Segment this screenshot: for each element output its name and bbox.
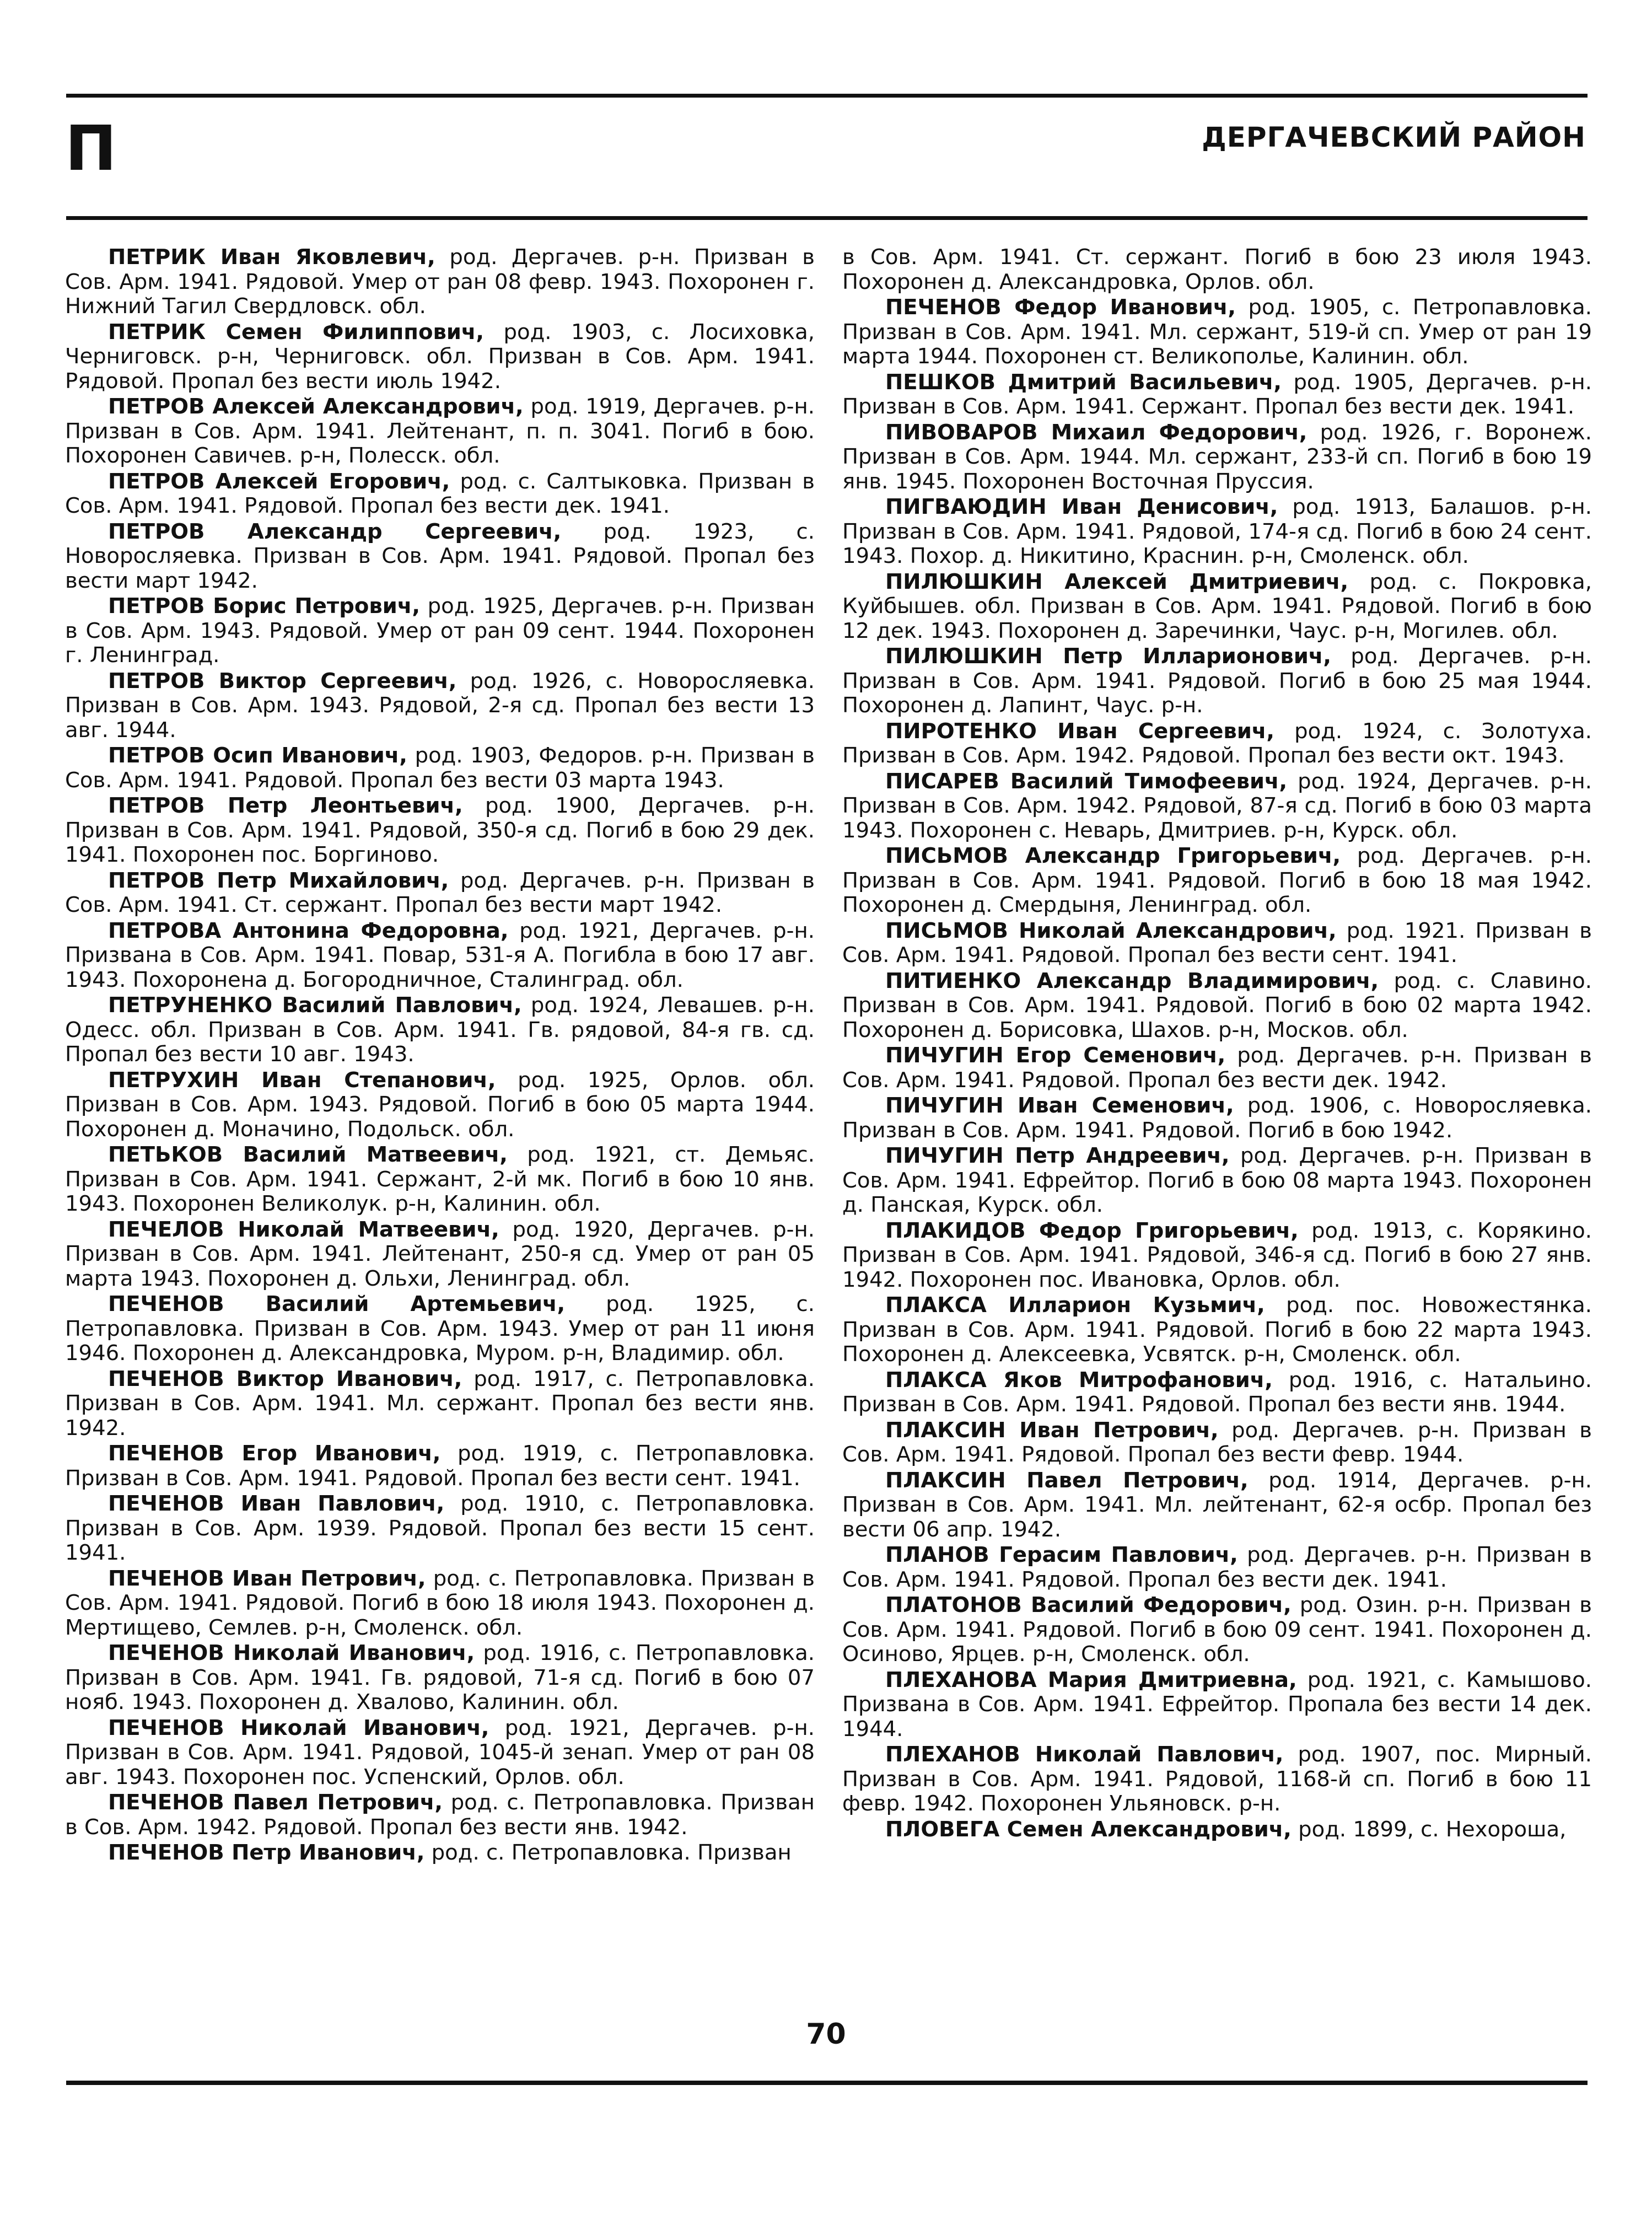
entry-name: ПЕЧЕНОВ Николай Иванович, [108,1641,475,1665]
entry-text: род. 1914, Дергачев. р-н. Призван в Сов. Арм. 1941. Мл. лейтенант, 62-я осбр. Пропал без вести 06 апр. 1942. [842,1468,1592,1542]
page-number: 70 [806,2018,846,2051]
entry-text: род. 1913, с. Корякино. Призван в Сов. Арм. 1941. Рядовой, 346-я сд. Погиб в бою 27 янв. 1942. Похоронен пос. Ивановка, Орлов. обл. [842,1218,1592,1292]
bottom-rule [66,2081,1588,2085]
entry [65,594,815,668]
entry-name: ПЕЧЕЛОВ Николай Матвеевич, [108,1217,499,1242]
entry-text: род. 1920, Дергачев. р-н. Призван в Сов. Арм. 1941. Лейтенант, 250-я сд. Умер от ран 05 марта 1943. Похоронен д. Ольхи, Ленинград. обл. [65,1217,815,1291]
entry-text: род. 1903, с. Лосиховка, Черниговск. р-н, Черниговск. обл. Призван в Сов. Арм. 1941. Рядовой. Пропал без вести июль 1942. [65,319,815,394]
entry-text: род. Дергачев. р-н. Призван в Сов. Арм. 1941. Рядовой. Пропал без вести дек. 1941. [842,1543,1592,1592]
entry [842,644,1592,718]
entry-text: род. пос. Новожестянка. Призван в Сов. Арм. 1941. Рядовой. Погиб в бою 22 марта 1943. Похоронен д. Алексеевка, Усвятск. р-н, Смоленск. обл. [842,1293,1592,1367]
entry-text: род. 1921, с. Камышово. Призвана в Сов. Арм. 1941. Ефрейтор. Пропала без вести 14 дек. 1944. [842,1667,1592,1742]
entry-name: ПИСЬМОВ Александр Григорьевич, [885,843,1341,868]
top-rule [66,94,1588,98]
entry [842,370,1592,420]
entry-name: ПЕТРУНЕНКО Василий Павлович, [108,993,522,1018]
entry [842,1743,1592,1817]
entry [65,1641,815,1715]
entry-name: ПИТИЕНКО Александр Владимирович, [885,968,1379,993]
entry-name: ПЕЧЕНОВ Павел Петрович, [108,1790,443,1815]
entry-text: род. Дергачев. р-н. Призван в Сов. Арм. 1941. Рядовой. Погиб в бою 18 мая 1942. Похоронен д. Смердыня, Ленинград. обл. [842,843,1592,917]
entry [842,1368,1592,1417]
entry-name: ПЛОВЕГА Семен Александрович, [885,1817,1292,1842]
entry [65,1716,815,1790]
entry-text: род. 1903, Федоров. р-н. Призван в Сов. Арм. 1941. Рядовой. Пропал без вести 03 марта 1943. [65,743,815,793]
entry-text: род. 1921, Дергачев. р-н. Призвана в Сов. Арм. 1941. Повар, 531-я А. Погибла в бою 17 авг. 1943. Похоронена д. Богородничное, Сталинград. обл. [65,918,815,992]
entry [842,1668,1592,1742]
entry-text: род. Дергачев. р-н. Призван в Сов. Арм. 1941. Ст. сержант. Пропал без вести март 1942. [65,868,815,917]
entry-text: род. 1910, с. Петропавловка. Призван в Сов. Арм. 1939. Рядовой. Пропал без вести 15 сент. 1941. [65,1491,815,1565]
entry [65,1068,815,1142]
entry-text: род. 1921, Дергачев. р-н. Призван в Сов. Арм. 1941. Рядовой, 1045-й зенап. Умер от ран 08 авг. 1943. Похоронен пос. Успенский, Орлов. обл. [65,1715,815,1790]
entry-text: род. 1926, г. Воронеж. Призван в Сов. Арм. 1944. Мл. сержант, 233-й сп. Погиб в бою 19 янв. 1945. Похоронен Восточная Пруссия. [842,420,1592,494]
entry [842,1418,1592,1468]
entry-text: род. Дергачев. р-н. Призван в Сов. Арм. 1941. Рядовой. Пропал без вести февр. 1944. [842,1417,1592,1467]
entry-name: ПИЧУГИН Иван Семенович, [885,1093,1234,1118]
entry-name: ПЕЧЕНОВ Петр Иванович, [108,1840,425,1865]
entry-text: род. Дергачев. р-н. Призван в Сов. Арм. 1941. Ефрейтор. Погиб в бою 08 марта 1943. Похоронен д. Панская, Курск. обл. [842,1143,1592,1217]
entry-name: ПЛАКСИН Павел Петрович, [885,1468,1249,1493]
entry-name: ПЛАКСА Яков Митрофанович, [885,1367,1273,1393]
entry-text: в Сов. Арм. 1941. Ст. сержант. Погиб в бою 23 июля 1943. Похоронен д. Александровка, Орлов. обл. [842,245,1592,294]
entry-text: род. Дергачев. р-н. Призван в Сов. Арм. 1941. Рядовой. Умер от ран 08 февр. 1943. Похоронен г. Нижний Тагил Свердловск. обл. [65,245,815,319]
entry-name: ПИРОТЕНКО Иван Сергеевич, [885,718,1275,744]
entry-text: род. 1924, с. Золотуха. Призван в Сов. Арм. 1942. Рядовой. Пропал без вести окт. 1943. [842,718,1592,768]
entry [842,919,1592,968]
entry [842,295,1592,369]
entry-name: ПИЧУГИН Петр Андреевич, [885,1143,1230,1168]
entry-text: род. 1916, с. Петропавловка. Призван в Сов. Арм. 1941. Гв. рядовой, 71-я сд. Погиб в бою 07 нояб. 1943. Похоронен д. Хвалово, Калинин. обл. [65,1641,815,1715]
entry-text: род. 1924, Дергачев. р-н. Призван в Сов. Арм. 1942. Рядовой, 87-я сд. Погиб в бою 03 марта 1943. Похоронен с. Неварь, Дмитриев. р-н, Курск. обл. [842,769,1592,843]
entry [842,1094,1592,1143]
entry-name: ПЕЧЕНОВ Иван Петрович, [108,1566,426,1591]
entry-text: род. с. Петропавловка. Призван в Сов. Арм. 1942. Рядовой. Пропал без вести янв. 1942. [65,1790,815,1840]
entry [65,744,815,793]
entry-name: ПЕТРОВ Борис Петрович, [108,594,420,619]
entry-text: род. 1923, с. Новоросляевка. Призван в Сов. Арм. 1941. Рядовой. Пропал без вести март 1942. [65,519,815,593]
entry [842,421,1592,495]
entry-name: ПЛАТОНОВ Василий Федорович, [885,1593,1292,1618]
entry-name: ПЕТРОВ Алексей Егорович, [108,469,450,494]
entry [65,245,815,319]
entry-name: ПЛАКСА Илларион Кузьмич, [885,1293,1265,1318]
entry-text: род. с. Покровка, Куйбышев. обл. Призван в Сов. Арм. 1941. Рядовой. Погиб в бою 12 дек. 1943. Похоронен д. Заречинки, Чаус. р-н, Могилев. обл. [842,569,1592,643]
entry [65,869,815,918]
entry-name: ПИЛЮШКИН Алексей Дмитриевич, [885,569,1349,594]
entry-name: ПЕТРОВ Петр Леонтьевич, [108,793,463,818]
entry-text: род. 1919, с. Петропавловка. Призван в Сов. Арм. 1941. Рядовой. Пропал без вести сент. 1941. [65,1441,815,1491]
entry [65,993,815,1067]
entry-text: род. с. Петропавловка. Призван [424,1840,792,1865]
entry-text: род. 1899, с. Нехороша, [1291,1817,1567,1842]
entry [842,1219,1592,1293]
entry-text: род. с. Салтыковка. Призван в Сов. Арм. 1941. Рядовой. Пропал без вести дек. 1941. [65,469,815,518]
left-column [65,245,815,1867]
entry-name: ПЕШКОВ Дмитрий Васильевич, [885,369,1282,395]
entry-text: род. 1906, с. Новоросляевка. Призван в Сов. Арм. 1941. Рядовой. Погиб в бою 1942. [842,1093,1592,1143]
header-rule [66,216,1588,220]
entry [842,1543,1592,1592]
entry [65,1218,815,1292]
entry-text: род. 1913, Балашов. р-н. Призван в Сов. Арм. 1941. Рядовой, 174-я сд. Погиб в бою 24 сент. 1943. Похор. д. Никитино, Краснин. р-н, Смоленск. обл. [842,495,1592,568]
entry-name: ПЛАНОВ Герасим Павлович, [885,1543,1238,1567]
entry [842,719,1592,769]
entry [65,1292,815,1366]
entry-text: род. Дергачев. р-н. Призван в Сов. Арм. 1941. Рядовой. Погиб в бою 25 мая 1944. Похоронен д. Лапинт, Чаус. р-н. [842,644,1592,718]
entry-text: род. 1917, с. Петропавловка. Призван в Сов. Арм. 1941. Мл. сержант. Пропал без вести янв. 1942. [65,1366,815,1441]
entry-name: ПЕТРИК Семен Филиппович, [108,319,485,345]
entry-name: ПИЧУГИН Егор Семенович, [885,1043,1226,1068]
entry [842,245,1592,294]
entry-name: ПЕТРОВ Осип Иванович, [108,743,407,768]
entry [65,1791,815,1840]
entry [65,470,815,519]
entry-name: ПИСЬМОВ Николай Александрович, [885,918,1337,943]
entry-name: ПЕТРИК Иван Яковлевич, [108,245,435,270]
entry [842,495,1592,569]
entry [65,919,815,993]
right-column [842,245,1592,1843]
entry-text: род. 1900, Дергачев. р-н. Призван в Сов. Арм. 1941. Рядовой, 350-я сд. Погиб в бою 29 дек. 1941. Похоронен пос. Боргиново. [65,793,815,867]
entry-name: ПЛЕХАНОВ Николай Павлович, [885,1742,1284,1767]
entry-name: ПЕТРОВ Алексей Александрович, [108,394,524,419]
entry-name: ПЛЕХАНОВА Мария Дмитриевна, [885,1667,1297,1692]
entry [65,520,815,594]
entry-text: род. 1925, с. Петропавловка. Призван в Сов. Арм. 1943. Умер от ран 11 июня 1946. Похоронен д. Александровка, Муром. р-н, Владимир. обл. [65,1292,815,1366]
entry-name: ПЛАКИДОВ Федор Григорьевич, [885,1218,1299,1243]
entry-name: ПЕЧЕНОВ Егор Иванович, [108,1441,441,1466]
entry [65,1841,815,1866]
entry-name: ПЕЧЕНОВ Николай Иванович, [108,1715,489,1740]
entry-name: ПИЛЮШКИН Петр Илларионович, [885,644,1331,669]
entry-name: ПЕТРОВ Виктор Сергеевич, [108,668,457,694]
entry-text: род. 1924, Левашев. р-н. Одесс. обл. Призван в Сов. Арм. 1941. Гв. рядовой, 84-я гв. сд. Пропал без вести 10 авг. 1943. [65,993,815,1067]
entry [65,1367,815,1441]
entry-text: род. 1921. Призван в Сов. Арм. 1941. Рядовой. Пропал без вести сент. 1941. [842,918,1592,968]
entry [65,395,815,469]
entry-text: род. 1921, ст. Демьяс. Призван в Сов. Арм. 1941. Сержант, 2-й мк. Погиб в бою 10 янв. 1943. Похоронен Великолук. р-н, Калинин. обл. [65,1142,815,1216]
district-title: ДЕРГАЧЕВСКИЙ РАЙОН [1202,121,1586,153]
entry-name: ПЕТРОВ Александр Сергеевич, [108,519,562,544]
entry [842,770,1592,843]
entry-name: ПЕТЬКОВ Василий Матвеевич, [108,1142,508,1167]
entry-name: ПИСАРЕВ Василий Тимофеевич, [885,769,1288,794]
entry [65,320,815,394]
entry-text: род. 1905, с. Петропавловка. Призван в Сов. Арм. 1941. Мл. сержант, 519-й сп. Умер от ран 19 марта 1944. Похоронен ст. Великополье, Калинин. обл. [842,295,1592,369]
entry-text: род. 1925, Дергачев. р-н. Призван в Сов. Арм. 1943. Рядовой. Умер от ран 09 сент. 1944. Похоронен г. Ленинград. [65,594,815,668]
entry-text: род. Дергачев. р-н. Призван в Сов. Арм. 1941. Рядовой. Пропал без вести дек. 1942. [842,1043,1592,1093]
entry-text: род. 1907, пос. Мирный. Призван в Сов. Арм. 1941. Рядовой, 1168-й сп. Погиб в бою 11 февр. 1942. Похоронен Ульяновск. р-н. [842,1742,1592,1816]
entry [842,1469,1592,1543]
entry-text: род. Озин. р-н. Призван в Сов. Арм. 1941. Рядовой. Погиб в бою 09 сент. 1941. Похоронен д. Осиново, Ярцев. р-н, Смоленск. обл. [842,1593,1592,1667]
entry [842,969,1592,1043]
entry-name: ПЕЧЕНОВ Виктор Иванович, [108,1366,462,1391]
entry-name: ПЕЧЕНОВ Василий Артемьевич, [108,1292,566,1316]
section-letter: П [65,113,117,185]
entry [842,1044,1592,1093]
entry-name: ПЛАКСИН Иван Петрович, [885,1417,1219,1443]
entry [842,1818,1592,1842]
entry [65,1442,815,1491]
entry [842,1593,1592,1667]
entry [65,1492,815,1566]
entry [842,1144,1592,1218]
entry [842,844,1592,918]
entry [65,669,815,743]
entry-text: род. 1925, Орлов. обл. Призван в Сов. Арм. 1943. Рядовой. Погиб в бою 05 марта 1944. Похоронен д. Моначино, Подольск. обл. [65,1067,815,1142]
entry [65,1143,815,1217]
entry-text: род. 1905, Дергачев. р-н. Призван в Сов. Арм. 1941. Сержант. Пропал без вести дек. 1941. [842,369,1592,419]
entry-text: род. с. Петропавловка. Призван в Сов. Арм. 1941. Рядовой. Погиб в бою 18 июля 1943. Похоронен д. Мертищево, Семлев. р-н, Смоленск. обл. [65,1566,815,1640]
entry [842,570,1592,644]
entry [842,1293,1592,1367]
entry-name: ПЕТРОВ Петр Михайлович, [108,868,449,893]
entry-name: ПЕЧЕНОВ Федор Иванович, [885,295,1236,320]
entry-text: род. с. Славино. Призван в Сов. Арм. 1941. Рядовой. Погиб в бою 02 марта 1942. Похоронен д. Борисовка, Шахов. р-н, Москов. обл. [842,968,1592,1043]
entry-text: род. 1916, с. Натальино. Призван в Сов. Арм. 1941. Рядовой. Пропал без вести янв. 1944. [842,1367,1592,1417]
entry-name: ПИВОВАРОВ Михаил Федорович, [885,420,1307,445]
entry-name: ПЕТРОВА Антонина Федоровна, [108,918,509,943]
entry-text: род. 1926, с. Новоросляевка. Призван в Сов. Арм. 1943. Рядовой, 2-я сд. Пропал без вести 13 авг. 1944. [65,668,815,743]
entry [65,794,815,868]
entry-name: ПЕТРУХИН Иван Степанович, [108,1067,496,1093]
entry-text: род. 1919, Дергачев. р-н. Призван в Сов. Арм. 1941. Лейтенант, п. п. 3041. Погиб в бою. Похоронен Савичев. р-н, Полесск. обл. [65,394,815,468]
entry-name: ПЕЧЕНОВ Иван Павлович, [108,1491,445,1516]
entry [65,1567,815,1641]
entry-name: ПИГВАЮДИН Иван Денисович, [885,495,1278,519]
